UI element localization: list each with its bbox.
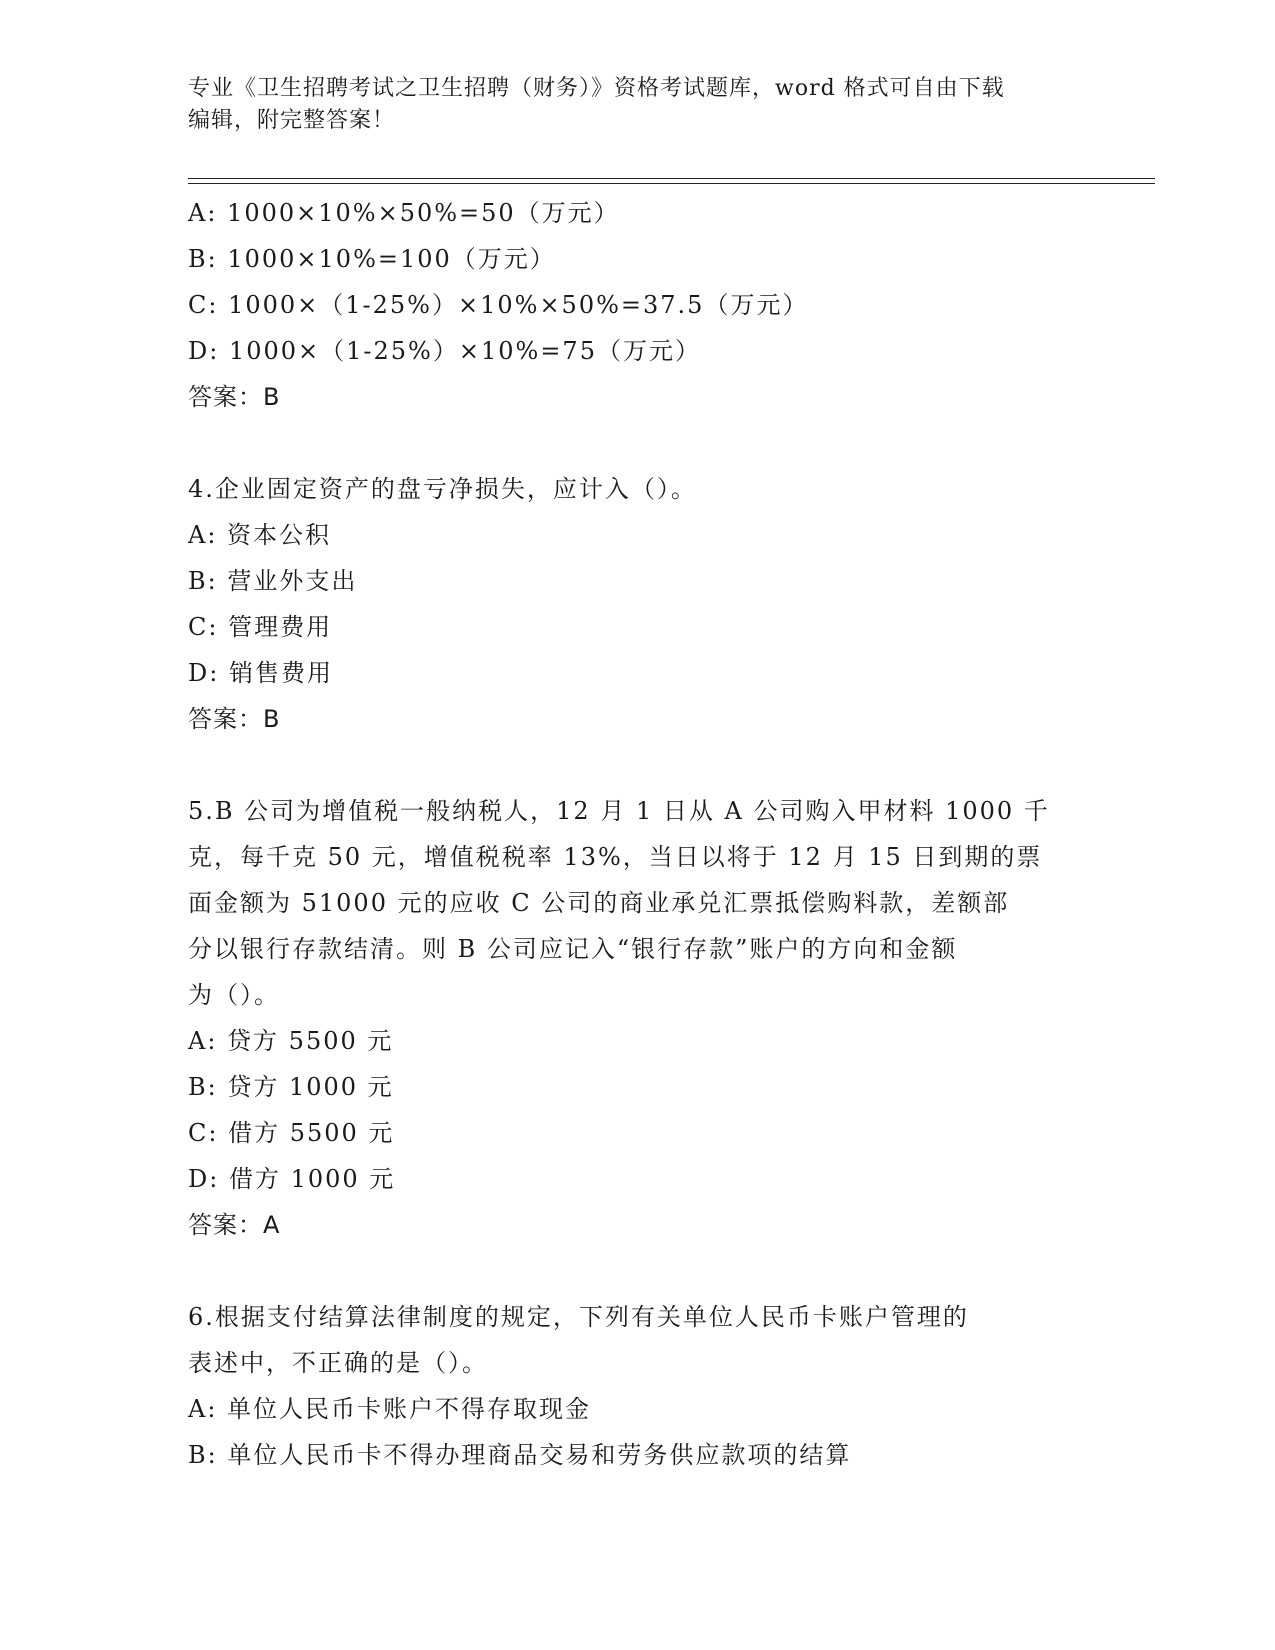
- q5-answer: 答案：A: [188, 1211, 281, 1239]
- spacer: [188, 420, 1088, 466]
- spacer: [188, 742, 1088, 788]
- q5-question-line-3: 面金额为 51000 元的应收 C 公司的商业承兑汇票抵偿购料款，差额部: [188, 889, 1010, 917]
- q3-option-c: C: 1000×（1-25%）×10%×50%=37.5（万元）: [188, 291, 809, 319]
- q4-option-b: B: 营业外支出: [188, 567, 358, 595]
- question-list: [188, 190, 1088, 1478]
- header-divider-bottom: [188, 183, 1155, 184]
- q6-question-line-1: 6.根据支付结算法律制度的规定，下列有关单位人民币卡账户管理的: [188, 1303, 969, 1331]
- q5-question-line-4: 分以银行存款结清。则 B 公司应记入“银行存款”账户的方向和金额: [188, 935, 958, 963]
- q5-option-b: B: 贷方 1000 元: [188, 1073, 394, 1101]
- q5-option-c: C: 借方 5500 元: [188, 1119, 395, 1147]
- q6-question-line-2: 表述中，不正确的是（）。: [188, 1349, 488, 1377]
- document-header: [188, 73, 1068, 137]
- q3-option-d: D: 1000×（1-25%）×10%=75（万元）: [188, 337, 701, 365]
- spacer: [188, 1248, 1088, 1294]
- q4-answer: 答案：B: [188, 705, 281, 733]
- q4-option-a: A: 资本公积: [188, 521, 332, 549]
- q6-option-b: B: 单位人民币卡不得办理商品交易和劳务供应款项的结算: [188, 1441, 852, 1469]
- q4-option-c: C: 管理费用: [188, 613, 333, 641]
- header-divider-top: [188, 178, 1155, 179]
- question-4: [188, 466, 1088, 742]
- q5-question-line-2: 克，每千克 50 元，增值税税率 13%，当日以将于 12 月 15 日到期的票: [188, 843, 1043, 871]
- q6-option-a: A: 单位人民币卡账户不得存取现金: [188, 1395, 592, 1423]
- q3-option-a: A: 1000×10%×50%=50（万元）: [188, 199, 620, 227]
- q5-question-line-5: 为（）。: [188, 981, 280, 1009]
- q4-option-d: D: 销售费用: [188, 659, 333, 687]
- q5-question-line-1: 5.B 公司为增值税一般纳税人，12 月 1 日从 A 公司购入甲材料 1000 千: [188, 797, 1050, 825]
- question-6: [188, 1294, 1088, 1478]
- question-3: [188, 190, 1088, 420]
- q3-option-b: B: 1000×10%=100（万元）: [188, 245, 556, 273]
- header-line-2: 编辑，附完整答案！: [188, 108, 396, 133]
- q3-answer: 答案：B: [188, 383, 281, 411]
- q5-option-a: A: 贷方 5500 元: [188, 1027, 394, 1055]
- question-5: [188, 788, 1088, 1248]
- q5-option-d: D: 借方 1000 元: [188, 1165, 396, 1193]
- q4-question: 4.企业固定资产的盘亏净损失，应计入（）。: [188, 475, 697, 503]
- header-line-1: 专业《卫生招聘考试之卫生招聘（财务）》资格考试题库，word 格式可自由下载: [188, 76, 1005, 101]
